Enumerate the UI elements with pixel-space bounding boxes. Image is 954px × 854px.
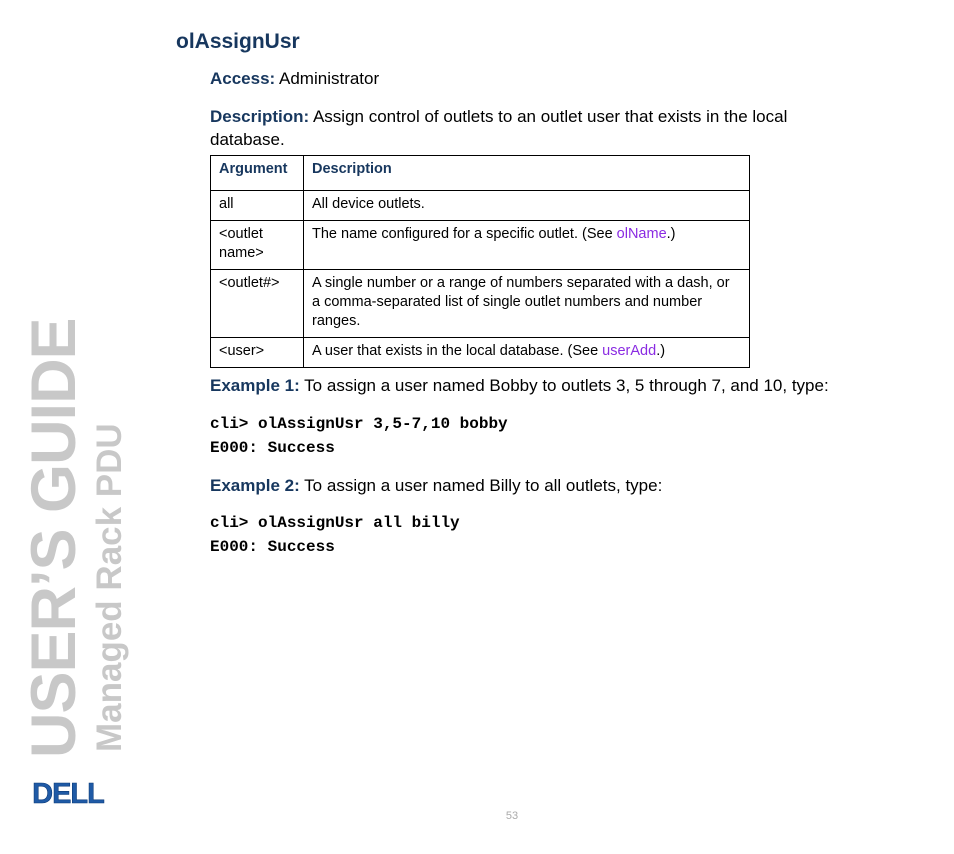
description-cell bbox=[304, 221, 750, 270]
arguments-table bbox=[210, 155, 750, 368]
example-1 bbox=[210, 374, 930, 397]
header-argument: Argument bbox=[211, 156, 304, 191]
argument-cell: <outlet#> bbox=[211, 270, 304, 338]
dell-logo bbox=[24, 778, 112, 806]
description-text: A user that exists in the local database. (See bbox=[312, 343, 603, 359]
sidebar-subtitle: Managed Rack PDU bbox=[90, 423, 129, 752]
description-text: All device outlets. bbox=[312, 196, 425, 212]
description-cell bbox=[304, 270, 750, 338]
olname-link[interactable]: olName bbox=[616, 226, 667, 242]
example-2-label: Example 2: bbox=[210, 476, 300, 495]
code-line: E000: Success bbox=[210, 538, 335, 556]
table-row bbox=[211, 338, 750, 368]
description-line bbox=[210, 105, 850, 151]
table-row bbox=[211, 270, 750, 338]
page-title: olAssignUsr bbox=[176, 30, 300, 53]
table-row bbox=[211, 191, 750, 221]
code-line: cli> olAssignUsr all billy bbox=[210, 514, 460, 532]
argument-cell: <user> bbox=[211, 338, 304, 368]
description-text: Assign control of outlets to an outlet user that exists in the local database. bbox=[210, 107, 788, 149]
example-1-code bbox=[210, 412, 508, 460]
description-suffix: .) bbox=[656, 343, 666, 359]
description-text: The name configured for a specific outlet. (See bbox=[312, 226, 617, 242]
example-2 bbox=[210, 474, 662, 497]
access-value: Administrator bbox=[275, 69, 380, 88]
header-description: Description bbox=[304, 156, 750, 191]
example-1-text: To assign a user named Bobby to outlets 3, 5 through 7, and 10, type: bbox=[299, 376, 829, 395]
page-number: 53 bbox=[505, 810, 519, 822]
access-line bbox=[210, 67, 379, 90]
description-cell bbox=[304, 338, 750, 368]
useradd-link[interactable]: userAdd bbox=[602, 343, 657, 359]
table-header-row bbox=[211, 156, 750, 191]
code-line: cli> olAssignUsr 3,5-7,10 bobby bbox=[210, 415, 508, 433]
sidebar-title: USER’S GUIDE bbox=[19, 318, 89, 758]
description-cell bbox=[304, 191, 750, 221]
example-1-label: Example 1: bbox=[210, 376, 300, 395]
code-line: E000: Success bbox=[210, 439, 335, 457]
table-row bbox=[211, 221, 750, 270]
argument-cell: all bbox=[211, 191, 304, 221]
description-text: A single number or a range of numbers separated with a dash, or a comma-separated list of single outlet numbers and number ranges. bbox=[312, 275, 730, 329]
example-2-text: To assign a user named Billy to all outlets, type: bbox=[299, 476, 663, 495]
description-suffix: .) bbox=[666, 226, 676, 242]
example-2-code bbox=[210, 511, 460, 559]
logo-text: DELL bbox=[32, 778, 104, 806]
access-label: Access: bbox=[210, 69, 276, 88]
argument-cell: <outlet name> bbox=[211, 221, 304, 270]
description-label: Description: bbox=[210, 107, 310, 126]
